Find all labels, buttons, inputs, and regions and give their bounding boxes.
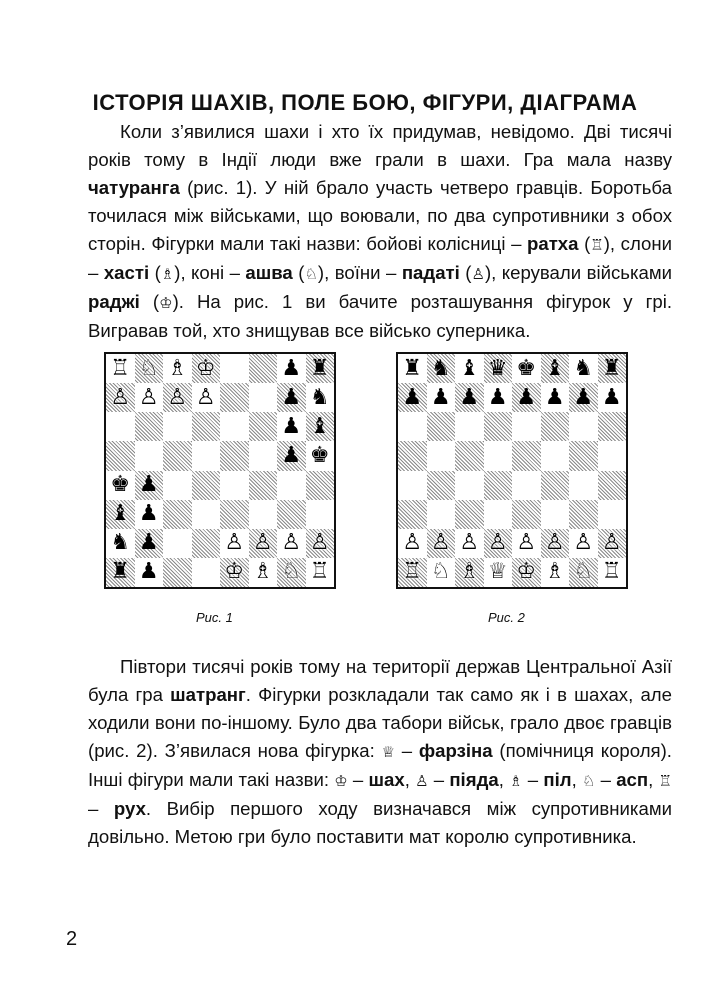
board-square: [220, 471, 249, 500]
board-square: [277, 529, 306, 558]
chess-piece-icon: ♟: [601, 384, 622, 410]
chess-piece-icon: ♜: [601, 355, 622, 381]
text: –: [595, 769, 617, 790]
chess-piece-icon: ♟: [138, 530, 159, 556]
chess-piece-icon: ♟: [459, 384, 480, 410]
text: , слони –: [88, 233, 672, 283]
figure-caption-2: Рис. 2: [488, 610, 525, 625]
chess-piece-icon: ♜: [309, 355, 330, 381]
board-square: [163, 354, 192, 383]
chess-piece-icon: ♙: [195, 384, 216, 410]
text: Півтори тисячі років тому на території держав Центральної Азії була гра: [88, 656, 672, 705]
chess-piece-icon: ♙: [167, 384, 188, 410]
board-square: [106, 558, 135, 587]
board-square: [163, 471, 192, 500]
board-square: [249, 441, 278, 470]
paren: (: [465, 262, 472, 283]
board-square: [512, 529, 541, 558]
board-square: [249, 558, 278, 587]
chess-piece-icon: ♞: [573, 355, 594, 381]
text: ,: [498, 769, 510, 790]
chess-piece-icon: ♗: [459, 559, 480, 585]
text: –: [347, 769, 369, 790]
board-square: [135, 500, 164, 529]
board-square: [163, 441, 192, 470]
text: , воїни –: [324, 262, 402, 283]
board-square: [427, 558, 456, 587]
chess-piece-icon: ♙: [601, 530, 622, 556]
pawn-icon: ♙: [415, 772, 429, 790]
chess-piece-icon: ♕: [487, 559, 508, 585]
term-asp: асп: [616, 769, 649, 790]
chess-piece-icon: ♟: [138, 501, 159, 527]
board-square: [277, 383, 306, 412]
board-square: [220, 500, 249, 529]
term-ratkha: ратха: [527, 233, 579, 254]
board-square: [569, 383, 598, 412]
term-ashva: ашва: [245, 262, 293, 283]
board-square: [427, 529, 456, 558]
board-square: [249, 529, 278, 558]
term-pil: піл: [543, 769, 572, 790]
board-square: [455, 471, 484, 500]
board-square: [427, 441, 456, 470]
chess-piece-icon: ♙: [459, 530, 480, 556]
board-square: [249, 354, 278, 383]
board-square: [135, 471, 164, 500]
chess-piece-icon: ♞: [430, 355, 451, 381]
board-square: [541, 471, 570, 500]
pawn-icon: ♙: [471, 265, 485, 283]
chess-piece-icon: ♟: [402, 384, 423, 410]
paren: (: [152, 291, 160, 312]
chess-piece-icon: ♜: [402, 355, 423, 381]
queen-icon: ♕: [381, 743, 395, 761]
board-square: [541, 500, 570, 529]
king-icon: ♔: [159, 294, 173, 312]
board-square: [106, 500, 135, 529]
knight-icon: ♘: [581, 772, 596, 790]
text: , керували військами: [491, 262, 673, 283]
chess-piece-icon: ♟: [281, 384, 302, 410]
board-square: [220, 383, 249, 412]
text: Коли з’явилися шахи і хто їх придумав, невідомо. Дві тисячі років тому в Індії люди вже грали в шахи. Гра мала назву: [88, 121, 672, 170]
chess-piece-icon: ♙: [487, 530, 508, 556]
board-square: [192, 471, 221, 500]
chess-piece-icon: ♔: [224, 559, 245, 585]
chess-piece-icon: ♛: [487, 355, 508, 381]
board-square: [398, 354, 427, 383]
paragraph-chaturanga: [88, 118, 672, 345]
board-square: [135, 354, 164, 383]
chess-piece-icon: ♙: [138, 384, 159, 410]
board-square: [220, 529, 249, 558]
board-square: [306, 529, 335, 558]
bishop-icon: ♗: [509, 772, 523, 790]
chess-piece-icon: ♖: [309, 559, 330, 585]
text: –: [395, 740, 419, 761]
board-square: [455, 558, 484, 587]
board-square: [249, 500, 278, 529]
board-square: [192, 412, 221, 441]
board-square: [135, 529, 164, 558]
text: . Вибір першого ходу визначався між супротивниками довільно. Метою гри було поставити мат королю супротивника.: [88, 798, 672, 847]
board-square: [541, 441, 570, 470]
term-rukh: рух: [113, 798, 146, 819]
board-square: [512, 383, 541, 412]
chess-piece-icon: ♙: [110, 384, 131, 410]
board-square: [306, 354, 335, 383]
chess-piece-icon: ♚: [516, 355, 537, 381]
board-square: [277, 500, 306, 529]
page-number: 2: [66, 928, 78, 950]
board-square: [455, 412, 484, 441]
chess-board-fig2: [396, 352, 628, 589]
term-radzhi: раджі: [88, 291, 140, 312]
board-square: [569, 558, 598, 587]
board-square: [541, 529, 570, 558]
board-square: [598, 558, 627, 587]
text: –: [522, 769, 544, 790]
chess-piece-icon: ♘: [573, 559, 594, 585]
board-square: [398, 412, 427, 441]
paren: ): [317, 262, 325, 283]
board-square: [277, 558, 306, 587]
board-square: [135, 558, 164, 587]
chess-piece-icon: ♙: [281, 530, 302, 556]
board-square: [249, 471, 278, 500]
board-square: [398, 529, 427, 558]
board-square: [455, 383, 484, 412]
board-square: [484, 383, 513, 412]
text: ,: [648, 769, 659, 790]
chess-piece-icon: ♟: [544, 384, 565, 410]
board-square: [277, 441, 306, 470]
board-square: [220, 354, 249, 383]
chess-piece-icon: ♙: [224, 530, 245, 556]
text: (рис. 1). У ній брало участь четверо гравців. Боротьба точилася між військами, що воювали, по два супротивники з обох сторін. Фігурки мали такі назви: бойові колісниці –: [88, 177, 672, 254]
board-square: [277, 354, 306, 383]
board-square: [249, 412, 278, 441]
board-square: [398, 471, 427, 500]
board-square: [427, 500, 456, 529]
board-square: [541, 412, 570, 441]
board-square: [306, 441, 335, 470]
chess-piece-icon: ♙: [516, 530, 537, 556]
figure-caption-1: Рис. 1: [196, 610, 233, 625]
board-square: [277, 412, 306, 441]
term-farzina: фарзіна: [418, 740, 493, 761]
rook-icon: ♖: [658, 772, 672, 790]
chess-piece-icon: ♗: [544, 559, 565, 585]
chess-piece-icon: ♖: [110, 355, 131, 381]
paren: ): [174, 262, 181, 283]
board-square: [427, 383, 456, 412]
paren: ): [172, 291, 179, 312]
chess-piece-icon: ♗: [167, 355, 188, 381]
board-square: [220, 412, 249, 441]
board-square: [106, 412, 135, 441]
board-square: [427, 412, 456, 441]
board-square: [455, 500, 484, 529]
board-square: [427, 471, 456, 500]
board-square: [220, 558, 249, 587]
text: , коні –: [180, 262, 246, 283]
board-square: [455, 441, 484, 470]
chess-piece-icon: ♘: [138, 355, 159, 381]
chess-piece-icon: ♝: [110, 501, 131, 527]
board-square: [249, 383, 278, 412]
chess-piece-icon: ♟: [430, 384, 451, 410]
chess-piece-icon: ♟: [281, 413, 302, 439]
board-square: [306, 412, 335, 441]
bishop-icon: ♗: [160, 265, 175, 283]
chess-piece-icon: ♞: [309, 384, 330, 410]
board-square: [398, 383, 427, 412]
board-square: [484, 412, 513, 441]
king-icon: ♔: [334, 772, 348, 790]
board-square: [484, 529, 513, 558]
chess-piece-icon: ♟: [281, 442, 302, 468]
board-square: [306, 383, 335, 412]
chess-piece-icon: ♙: [544, 530, 565, 556]
board-square: [598, 529, 627, 558]
term-shatrang: шатранг: [170, 684, 246, 705]
board-square: [398, 441, 427, 470]
board-square: [569, 529, 598, 558]
paragraph-shatrang: [88, 653, 672, 851]
board-square: [569, 471, 598, 500]
term-shakh: шах: [368, 769, 405, 790]
chess-piece-icon: ♖: [601, 559, 622, 585]
chess-piece-icon: ♝: [544, 355, 565, 381]
term-khasti: хасті: [103, 262, 150, 283]
chess-piece-icon: ♙: [573, 530, 594, 556]
board-square: [192, 558, 221, 587]
chess-piece-icon: ♜: [110, 559, 131, 585]
chess-piece-icon: ♟: [516, 384, 537, 410]
board-square: [398, 500, 427, 529]
term-chaturanga: чатуранга: [88, 177, 180, 198]
paren: (: [154, 262, 161, 283]
board-square: [135, 383, 164, 412]
chess-piece-icon: ♔: [516, 559, 537, 585]
board-square: [484, 471, 513, 500]
board-square: [106, 354, 135, 383]
paren: (: [298, 262, 305, 283]
board-square: [484, 558, 513, 587]
text: . На рис. 1 ви бачите розташування фігурок у грі. Вигравав той, хто знищував все військо суперника.: [88, 291, 672, 341]
board-square: [306, 500, 335, 529]
board-square: [455, 529, 484, 558]
board-square: [192, 383, 221, 412]
board-square: [598, 441, 627, 470]
board-square: [484, 500, 513, 529]
chess-piece-icon: ♙: [252, 530, 273, 556]
board-square: [598, 471, 627, 500]
board-square: [192, 441, 221, 470]
chess-piece-icon: ♟: [138, 559, 159, 585]
chess-piece-icon: ♘: [430, 559, 451, 585]
chess-piece-icon: ♟: [573, 384, 594, 410]
board-square: [106, 529, 135, 558]
chess-piece-icon: ♝: [309, 413, 330, 439]
chess-piece-icon: ♟: [487, 384, 508, 410]
board-square: [598, 500, 627, 529]
knight-icon: ♘: [304, 265, 318, 283]
board-square: [512, 441, 541, 470]
chess-piece-icon: ♙: [430, 530, 451, 556]
board-square: [484, 441, 513, 470]
chess-piece-icon: ♙: [309, 530, 330, 556]
board-square: [512, 471, 541, 500]
board-square: [512, 558, 541, 587]
chess-piece-icon: ♙: [402, 530, 423, 556]
board-square: [192, 529, 221, 558]
board-square: [598, 412, 627, 441]
board-square: [598, 354, 627, 383]
rook-icon: ♖: [590, 236, 604, 254]
chess-piece-icon: ♟: [138, 472, 159, 498]
board-square: [163, 383, 192, 412]
text: –: [428, 769, 450, 790]
text: –: [88, 798, 114, 819]
text: ,: [571, 769, 582, 790]
chess-piece-icon: ♟: [281, 355, 302, 381]
board-square: [512, 412, 541, 441]
text: . Фігурки розкладали так само як і в шахах, але ходили вони по-іншому. Було два табори військ, грало двоє гравців (рис. 2). З’явилася нова фігурка:: [88, 684, 672, 761]
board-square: [427, 354, 456, 383]
chess-board-fig1: [104, 352, 336, 589]
text: ,: [404, 769, 416, 790]
board-square: [569, 354, 598, 383]
paren: ): [484, 262, 492, 283]
board-square: [484, 354, 513, 383]
board-square: [135, 412, 164, 441]
page-title: ІСТОРІЯ ШАХІВ, ПОЛЕ БОЮ, ФІГУРИ, ДІАГРАМА: [92, 90, 638, 115]
board-square: [106, 471, 135, 500]
board-square: [598, 383, 627, 412]
board-square: [163, 529, 192, 558]
board-square: [569, 441, 598, 470]
board-square: [163, 500, 192, 529]
board-square: [512, 354, 541, 383]
chess-piece-icon: ♖: [402, 559, 423, 585]
board-square: [306, 558, 335, 587]
board-square: [106, 383, 135, 412]
board-square: [220, 441, 249, 470]
board-square: [106, 441, 135, 470]
board-square: [192, 354, 221, 383]
chess-piece-icon: ♔: [195, 355, 216, 381]
board-square: [541, 558, 570, 587]
board-square: [277, 471, 306, 500]
board-square: [306, 471, 335, 500]
board-square: [163, 412, 192, 441]
board-square: [455, 354, 484, 383]
board-square: [163, 558, 192, 587]
term-padati: падаті: [401, 262, 460, 283]
board-square: [541, 383, 570, 412]
board-square: [569, 412, 598, 441]
chess-piece-icon: ♗: [252, 559, 273, 585]
board-square: [398, 558, 427, 587]
chess-piece-icon: ♚: [309, 442, 330, 468]
chess-piece-icon: ♞: [110, 530, 131, 556]
paren: (: [584, 233, 591, 254]
board-square: [135, 441, 164, 470]
board-square: [569, 500, 598, 529]
term-piyada: піяда: [449, 769, 499, 790]
board-square: [541, 354, 570, 383]
board-square: [192, 500, 221, 529]
chess-piece-icon: ♝: [459, 355, 480, 381]
paren: ): [603, 233, 610, 254]
board-square: [512, 500, 541, 529]
text: (помічниця короля). Інші фігури мали такі назви:: [88, 740, 672, 790]
chess-piece-icon: ♚: [110, 472, 131, 498]
chess-piece-icon: ♘: [281, 559, 302, 585]
